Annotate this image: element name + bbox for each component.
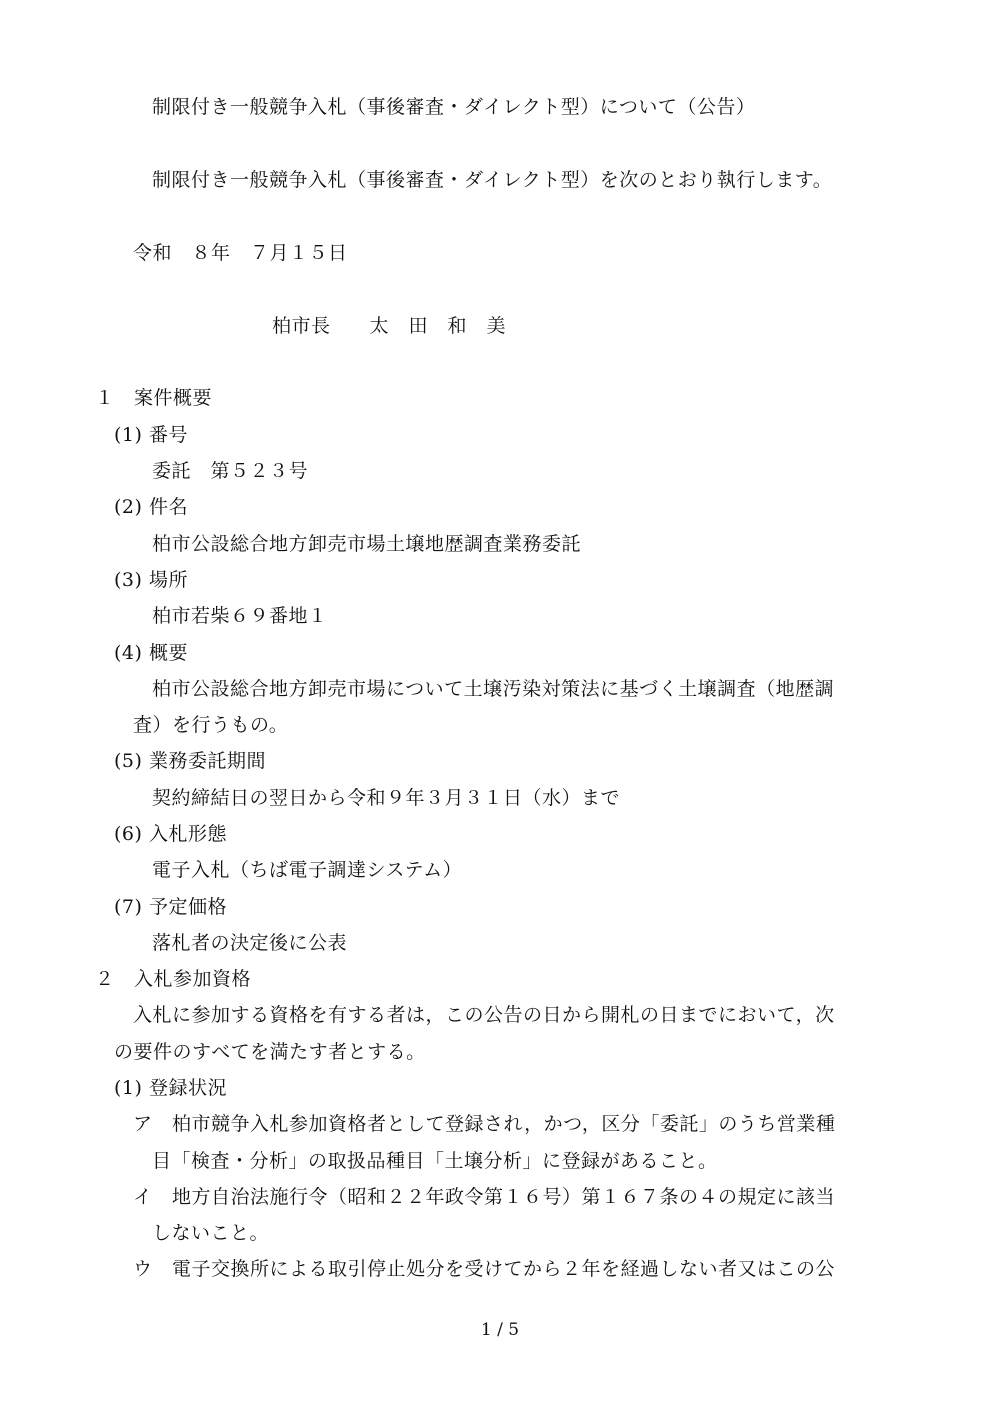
- requirement-a-line-2: 目「検査・分析」の取扱品種目「土壌分析」に登録があること。: [152, 1150, 718, 1172]
- requirement-i-line-1: イ 地方自治法施行令（昭和２２年政令第１６号）第１６７条の４の規定に該当: [133, 1186, 836, 1208]
- item-period-label: (5) 業務委託期間: [114, 750, 266, 772]
- requirement-a-line-1: ア 柏市競争入札参加資格者として登録され，かつ，区分「委託」のうち営業種: [133, 1113, 836, 1135]
- signatory: 柏市長 太 田 和 美: [272, 315, 507, 337]
- item-name-value: 柏市公設総合地方卸売市場土壌地歴調査業務委託: [152, 533, 582, 555]
- item-location-label: (3) 場所: [114, 569, 188, 591]
- item-summary-line-1: 柏市公設総合地方卸売市場について土壌汚染対策法に基づく土壌調査（地歴調: [152, 678, 835, 700]
- item-period-value: 契約締結日の翌日から令和９年３月３１日（水）まで: [152, 787, 621, 809]
- item-bid-form-label: (6) 入札形態: [114, 823, 227, 845]
- page-number: 1 / 5: [480, 1320, 520, 1340]
- section-2-heading: ２ 入札参加資格: [95, 968, 252, 990]
- item-name-label: (2) 件名: [114, 496, 188, 518]
- notice-intro: 制限付き一般競争入札（事後審査・ダイレクト型）を次のとおり執行します。: [152, 169, 833, 191]
- item-number-value: 委託 第５２３号: [152, 460, 309, 482]
- item-location-value: 柏市若柴６９番地１: [152, 605, 328, 627]
- item-price-value: 落札者の決定後に公表: [152, 932, 348, 954]
- item-number-label: (1) 番号: [114, 424, 188, 446]
- item-summary-label: (4) 概要: [114, 642, 188, 664]
- registration-status-label: (1) 登録状況: [114, 1077, 227, 1099]
- section-1-heading: １ 案件概要: [95, 387, 213, 409]
- requirement-u-line-1: ウ 電子交換所による取引停止処分を受けてから２年を経過しない者又はこの公: [133, 1258, 836, 1280]
- item-price-label: (7) 予定価格: [114, 896, 227, 918]
- notice-title: 制限付き一般競争入札（事後審査・ダイレクト型）について（公告）: [152, 96, 756, 118]
- item-bid-form-value: 電子入札（ちば電子調達システム）: [152, 859, 463, 881]
- item-summary-line-2: 査）を行うもの。: [133, 714, 289, 736]
- notice-date: 令和 ８年 ７月１５日: [133, 242, 348, 264]
- section-2-intro-line-2: の要件のすべてを満たす者とする。: [114, 1041, 426, 1063]
- requirement-i-line-2: しないこと。: [152, 1222, 270, 1244]
- section-2-intro-line-1: 入札に参加する資格を有する者は，この公告の日から開札の日までにおいて，次: [133, 1004, 835, 1026]
